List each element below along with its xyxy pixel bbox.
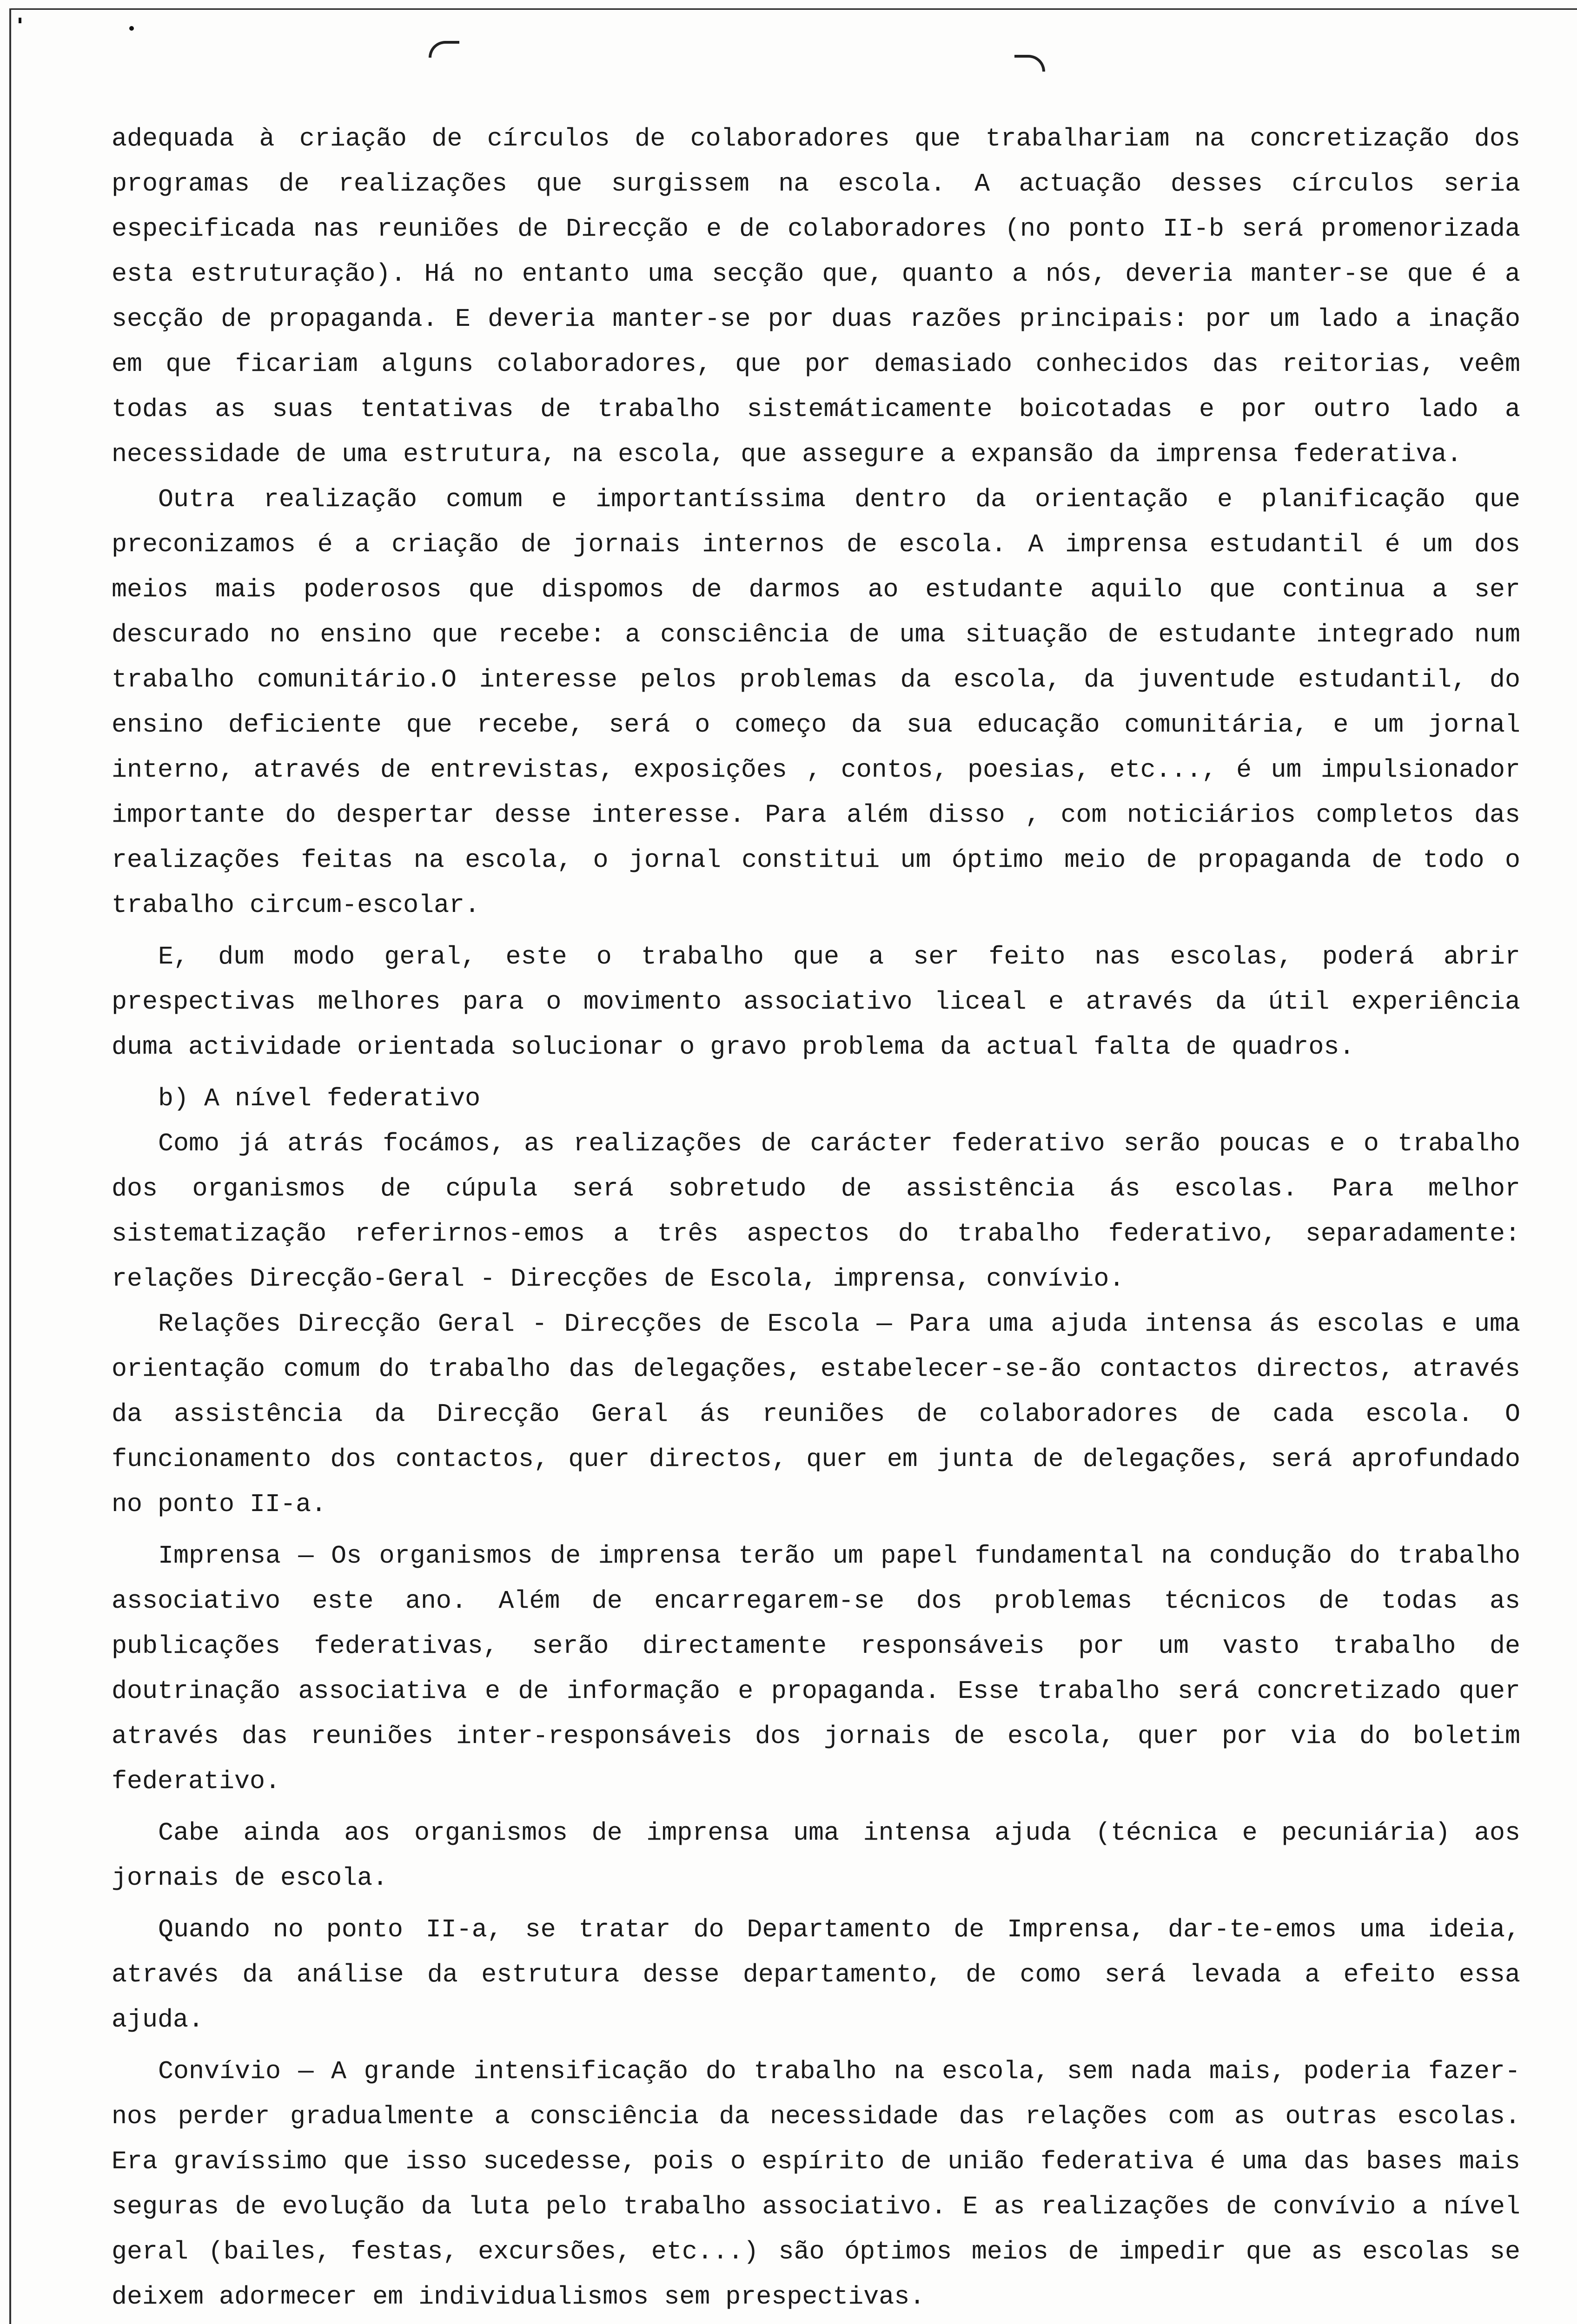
scan-mark xyxy=(129,26,134,31)
page-border-top xyxy=(9,8,1577,10)
paragraph-imprensa: Imprensa — Os organismos de imprensa terão um papel fundamental na condução do trabalho associativo este ano. Além de encarregarem-se dos problemas técnicos de todas as publicações federativas, serão directamente responsáveis por um vasto trabalho de doutrinação associativa e de informação e propaganda. Esse trabalho será concretizado quer através das reuniões inter-responsáveis dos jornais de escola, quer por via do boletim federativo. xyxy=(112,1541,1520,1796)
paragraph-relacoes-direccao: Relações Direcção Geral - Direcções de Escola — Para uma ajuda intensa ás escolas e uma orientação comum do trabalho das delegações, estabelecer-se-ão contactos directos, através da assistência da Direcção Geral ás reuniões de colaboradores de cada escola. O funcionamento dos contactos, quer directos, quer em junta de delegações, será aprofundado no ponto II-a. xyxy=(112,1309,1520,1519)
page-border-left xyxy=(9,8,11,2324)
paragraph-realizacoes-federativas: Como já atrás focámos, as realizações de carácter federativo serão poucas e o trabalho dos organismos de cúpula será sobretudo de assistência ás escolas. Para melhor sistematização referirnos-emos a três aspectos do trabalho federativo, separadamente: relações Direcção-Geral - Direcções de Escola, imprensa, convívio. xyxy=(112,1129,1520,1294)
paragraph-ajuda-imprensa: Cabe ainda aos organismos de imprensa uma intensa ajuda (técnica e pecuniária) aos jornais de escola. xyxy=(112,1818,1520,1893)
paragraph-modo-geral: E, dum modo geral, este o trabalho que a ser feito nas escolas, poderá abrir prespectivas melhores para o movimento associativo liceal e através da útil experiência duma actividade orientada solucionar o gravo problema da actual falta de quadros. xyxy=(112,942,1520,1062)
punch-hole-mark xyxy=(1014,55,1045,72)
section-heading-nivel-federativo: b) A nível federativo xyxy=(158,1084,481,1113)
paragraph-departamento-imprensa: Quando no ponto II-a, se tratar do Departamento de Imprensa, dar-te-emos uma ideia, através da análise da estrutura desse departamento, de como será levada a efeito essa ajuda. xyxy=(112,1915,1520,2034)
punch-hole-mark xyxy=(429,41,459,58)
paragraph-jornais-internos: Outra realização comum e importantíssima dentro da orientação e planificação que preconizamos é a criação de jornais internos de escola. A imprensa estudantil é um dos meios mais poderosos que dispomos de darmos ao estudante aquilo que continua a ser descurado no ensino que recebe: a consciência de uma situação de estudante integrado num trabalho comunitário.O interesse pelos problemas da escola, da juventude estudantil, do ensino deficiente que recebe, será o começo da sua educação comunitária, e um jornal interno, através de entrevistas, exposições , contos, poesias, etc..., é um impulsionador importante do despertar desse interesse. Para além disso , com noticiários completos das realizações feitas na escola, o jornal constitui um óptimo meio de propaganda de todo o trabalho circum-escolar. xyxy=(112,485,1520,920)
paragraph-convivio: Convívio — A grande intensificação do trabalho na escola, sem nada mais, poderia fazer-nos perder gradualmente a consciência da necessidade das relações com as outras escolas. Era gravíssimo que isso sucedesse, pois o espírito de união federativa é uma das bases mais seguras de evolução da luta pelo trabalho associativo. E as realizações de convívio a nível geral (bailes, festas, excursões, etc...) são óptimos meios de impedir que as escolas se deixem adormecer em individualismos sem prespectivas. xyxy=(112,2057,1520,2311)
document-body xyxy=(112,116,1520,2319)
scan-mark xyxy=(19,18,21,23)
paragraph-continuation: adequada à criação de círculos de colaboradores que trabalhariam na concretização dos programas de realizações que surgissem na escola. A actuação desses círculos seria especificada nas reuniões de Direcção e de colaboradores (no ponto II-b será promenorizada esta estruturação). Há no entanto uma secção que, quanto a nós, deveria manter-se que é a secção de propaganda. E deveria manter-se por duas razões principais: por um lado a inação em que ficariam alguns colaboradores, que por demasiado conhecidos das reitorias, veêm todas as suas tentativas de trabalho sistemáticamente boicotadas e por outro lado a necessidade de uma estrutura, na escola, que assegure a expansão da imprensa federativa. xyxy=(112,124,1520,469)
